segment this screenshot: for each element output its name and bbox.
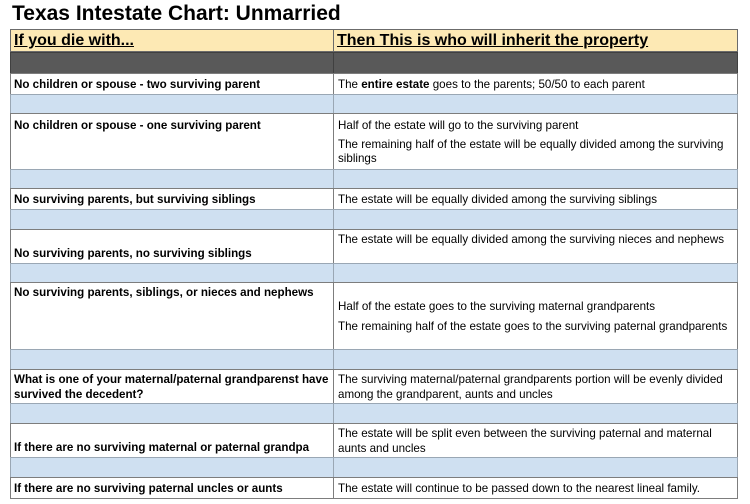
- table-row-result: [333, 282, 738, 350]
- row-separator: [10, 263, 334, 283]
- table-row-result: [333, 369, 738, 404]
- header-spacer-row: [10, 52, 334, 74]
- row-separator: [10, 94, 334, 114]
- table-row-condition: [10, 369, 334, 404]
- result-text: The remaining half of the estate goes to the surviving paternal grandparents: [338, 319, 728, 333]
- condition-text: No surviving parents, siblings, or nieces and nephews: [14, 286, 314, 299]
- row-separator: [333, 349, 738, 370]
- page-title: Texas Intestate Chart: Unmarried: [12, 2, 341, 25]
- row-separator: [10, 349, 334, 370]
- table-row-result: [333, 113, 738, 170]
- header-spacer-row: [333, 52, 738, 74]
- table-row-condition: [10, 423, 334, 458]
- row-separator: [333, 169, 738, 189]
- result-text: Half of the estate will go to the surviving parent: [338, 119, 579, 132]
- row-separator: [333, 403, 738, 424]
- result-text: The estate will be split even between the surviving paternal and maternal aunts and uncles: [338, 427, 712, 455]
- condition-text: No surviving parents, but surviving siblings: [14, 193, 256, 206]
- row-separator: [10, 403, 334, 424]
- result-text: Half of the estate goes to the surviving maternal grandparents: [338, 300, 656, 313]
- table-row-result: [333, 423, 738, 458]
- result-text: The estate will continue to be passed down to the nearest lineal family.: [338, 482, 700, 495]
- column-header-condition: If you die with...: [10, 29, 334, 52]
- table-row-condition: [10, 282, 334, 350]
- table-row-result: [333, 188, 738, 210]
- column-header-inheritance: Then This is who will inherit the property: [333, 29, 738, 52]
- result-text: The surviving maternal/paternal grandparents portion will be evenly divided among the grandparent, aunts and uncles: [338, 373, 723, 401]
- result-text: The estate will be equally divided among the surviving nieces and nephews: [338, 233, 725, 246]
- condition-text: What is one of your maternal/paternal grandparenst have survived the decedent?: [14, 373, 329, 401]
- row-separator: [333, 209, 738, 230]
- row-separator: [333, 457, 738, 478]
- condition-text: No surviving parents, no surviving siblings: [14, 247, 252, 260]
- condition-text: No children or spouse - two surviving parent: [14, 78, 261, 91]
- table-row-result: [333, 73, 738, 95]
- row-separator: [10, 457, 334, 478]
- row-separator: [10, 209, 334, 230]
- table-row-condition: [10, 73, 334, 95]
- row-separator: [10, 169, 334, 189]
- table-row-result: [333, 477, 738, 499]
- table-row-condition: [10, 477, 334, 499]
- table-row-result: [333, 229, 738, 264]
- result-text: The remaining half of the estate will be equally divided among the surviving siblings: [338, 137, 724, 165]
- table-row-condition: [10, 113, 334, 170]
- row-separator: [333, 263, 738, 283]
- result-text: The estate will be equally divided among the surviving siblings: [338, 193, 658, 206]
- result-text: The entire estate goes to the parents; 50/50 to each parent: [338, 78, 645, 91]
- condition-text: If there are no surviving maternal or paternal grandpa: [14, 441, 310, 454]
- condition-text: No children or spouse - one surviving parent: [14, 119, 261, 132]
- row-separator: [333, 94, 738, 114]
- table-row-condition: [10, 188, 334, 210]
- table-row-condition: [10, 229, 334, 264]
- condition-text: If there are no surviving paternal uncles or aunts: [14, 482, 283, 495]
- intestate-table: [10, 29, 738, 499]
